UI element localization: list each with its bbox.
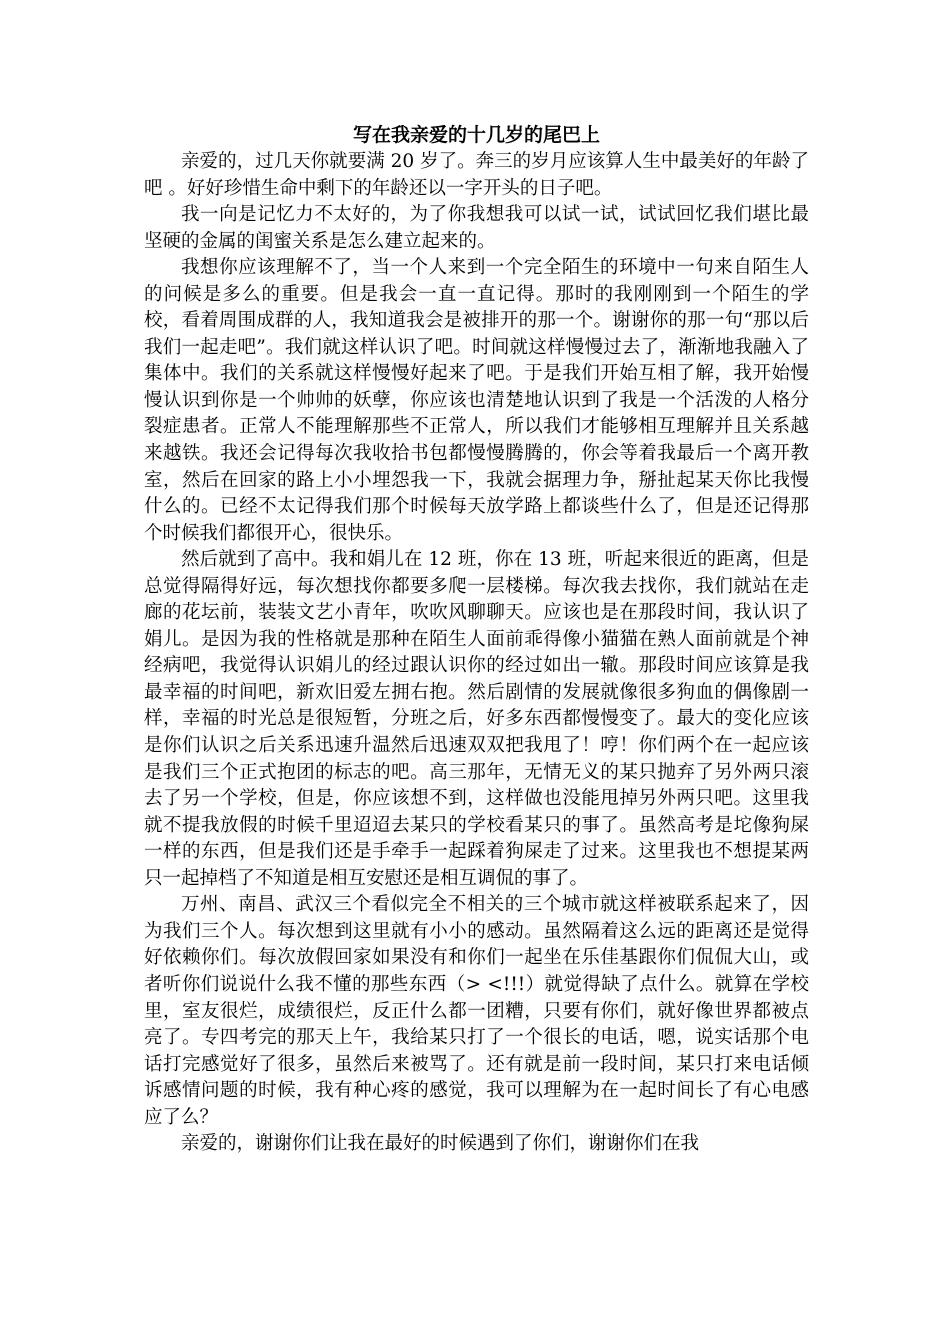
paragraph-6: 亲爱的，谢谢你们让我在最好的时候遇到了你们，谢谢你们在我: [181, 1133, 700, 1155]
paragraph-1: 亲爱的，过几天你就要满 20 岁了。奔三的岁月应该算人生中最美好的年龄了吧 。好好珍惜生命中剩下的年龄还以一字开头的日子吧。: [144, 151, 809, 199]
paragraph-5: 万州、南昌、武汉三个看似完全不相关的三个城市就这样被联系起来了，因为我们三个人。每次想到这里就有小小的感动。虽然隔着这么远的距离还是觉得好依赖你们。每次放假回家如果没有和你们一起坐在乐佳基跟你们侃侃大山，或者听你们说说什么我不懂的那些东西（> <!!!）就觉得缺了点什么。就算在学校里，室友很烂，成绩很烂，反正什么都一团糟，只要有你们，就好像世界都被点亮了。专四考完的那天上午，我给某只打了一个很长的电话，嗯，说实话那个电话打完感觉好了很多，虽然后来被骂了。还有就是前一段时间，某只打来电话倾诉感情问题的时候，我有种心疼的感觉，我可以理解为在一起时间长了有心电感应了么？: [144, 894, 809, 1128]
document-page: [144, 122, 809, 1158]
paragraph-3: 我想你应该理解不了，当一个人来到一个完全陌生的环境中一句来自陌生人的问候是多么的重要。但是我会一直一直记得。那时的我刚刚到一个陌生的学校，看着周围成群的人，我知道我会是被排开的那一个。谢谢你的那一句“那以后我们一起走吧”。我们就这样认识了吧。时间就这样慢慢过去了，渐渐地我融入了集体中。我们的关系就这样慢慢好起来了吧。于是我们开始互相了解，我开始慢慢认识到你是一个帅帅的妖孽，你应该也清楚地认识到了我是一个活泼的人格分裂症患者。正常人不能理解那些不正常人，所以我们才能够相互理解并且关系越来越铁。我还会记得每次我收拾书包都慢慢腾腾的，你会等着我最后一个离开教室，然后在回家的路上小小埋怨我一下，我就会据理力争，掰扯起某天你比我慢什么的。已经不太记得我们那个时候每天放学路上都谈些什么了，但是还记得那个时候我们都很开心，很快乐。: [144, 257, 809, 544]
paragraph-2: 我一向是记忆力不太好的，为了你我想我可以试一试，试试回忆我们堪比最坚硬的金属的闺蜜关系是怎么建立起来的。: [144, 204, 809, 252]
document-title: 写在我亲爱的十几岁的尾巴上: [352, 124, 600, 146]
paragraph-4: 然后就到了高中。我和娟儿在 12 班，你在 13 班，听起来很近的距离，但是总觉得隔得好远，每次想找你都要多爬一层楼梯。每次我去找你，我们就站在走廊的花坛前，装装文艺小青年，吹吹风聊聊天。应该也是在那段时间，我认识了娟儿。是因为我的性格就是那种在陌生人面前乖得像小猫猫在熟人面前就是个神经病吧，我觉得认识娟儿的经过跟认识你的经过如出一辙。那段时间应该算是我最幸福的时间吧，新欢旧爱左拥右抱。然后剧情的发展就像很多狗血的偶像剧一样，幸福的时光总是很短暂，分班之后，好多东西都慢慢变了。最大的变化应该是你们认识之后关系迅速升温然后迅速双双把我甩了！哼！你们两个在一起应该是我们三个正式抱团的标志的吧。高三那年，无情无义的某只抛弃了另外两只滚去了另一个学校，但是，你应该想不到，这样做也没能甩掉另外两只吧。这里我就不提我放假的时候千里迢迢去某只的学校看某只的事了。虽然高考是坨像狗屎一样的东西，但是我们还是手牵手一起踩着狗屎走了过来。这里我也不想提某两只一起掉档了不知道是相互安慰还是相互调侃的事了。: [144, 549, 809, 889]
